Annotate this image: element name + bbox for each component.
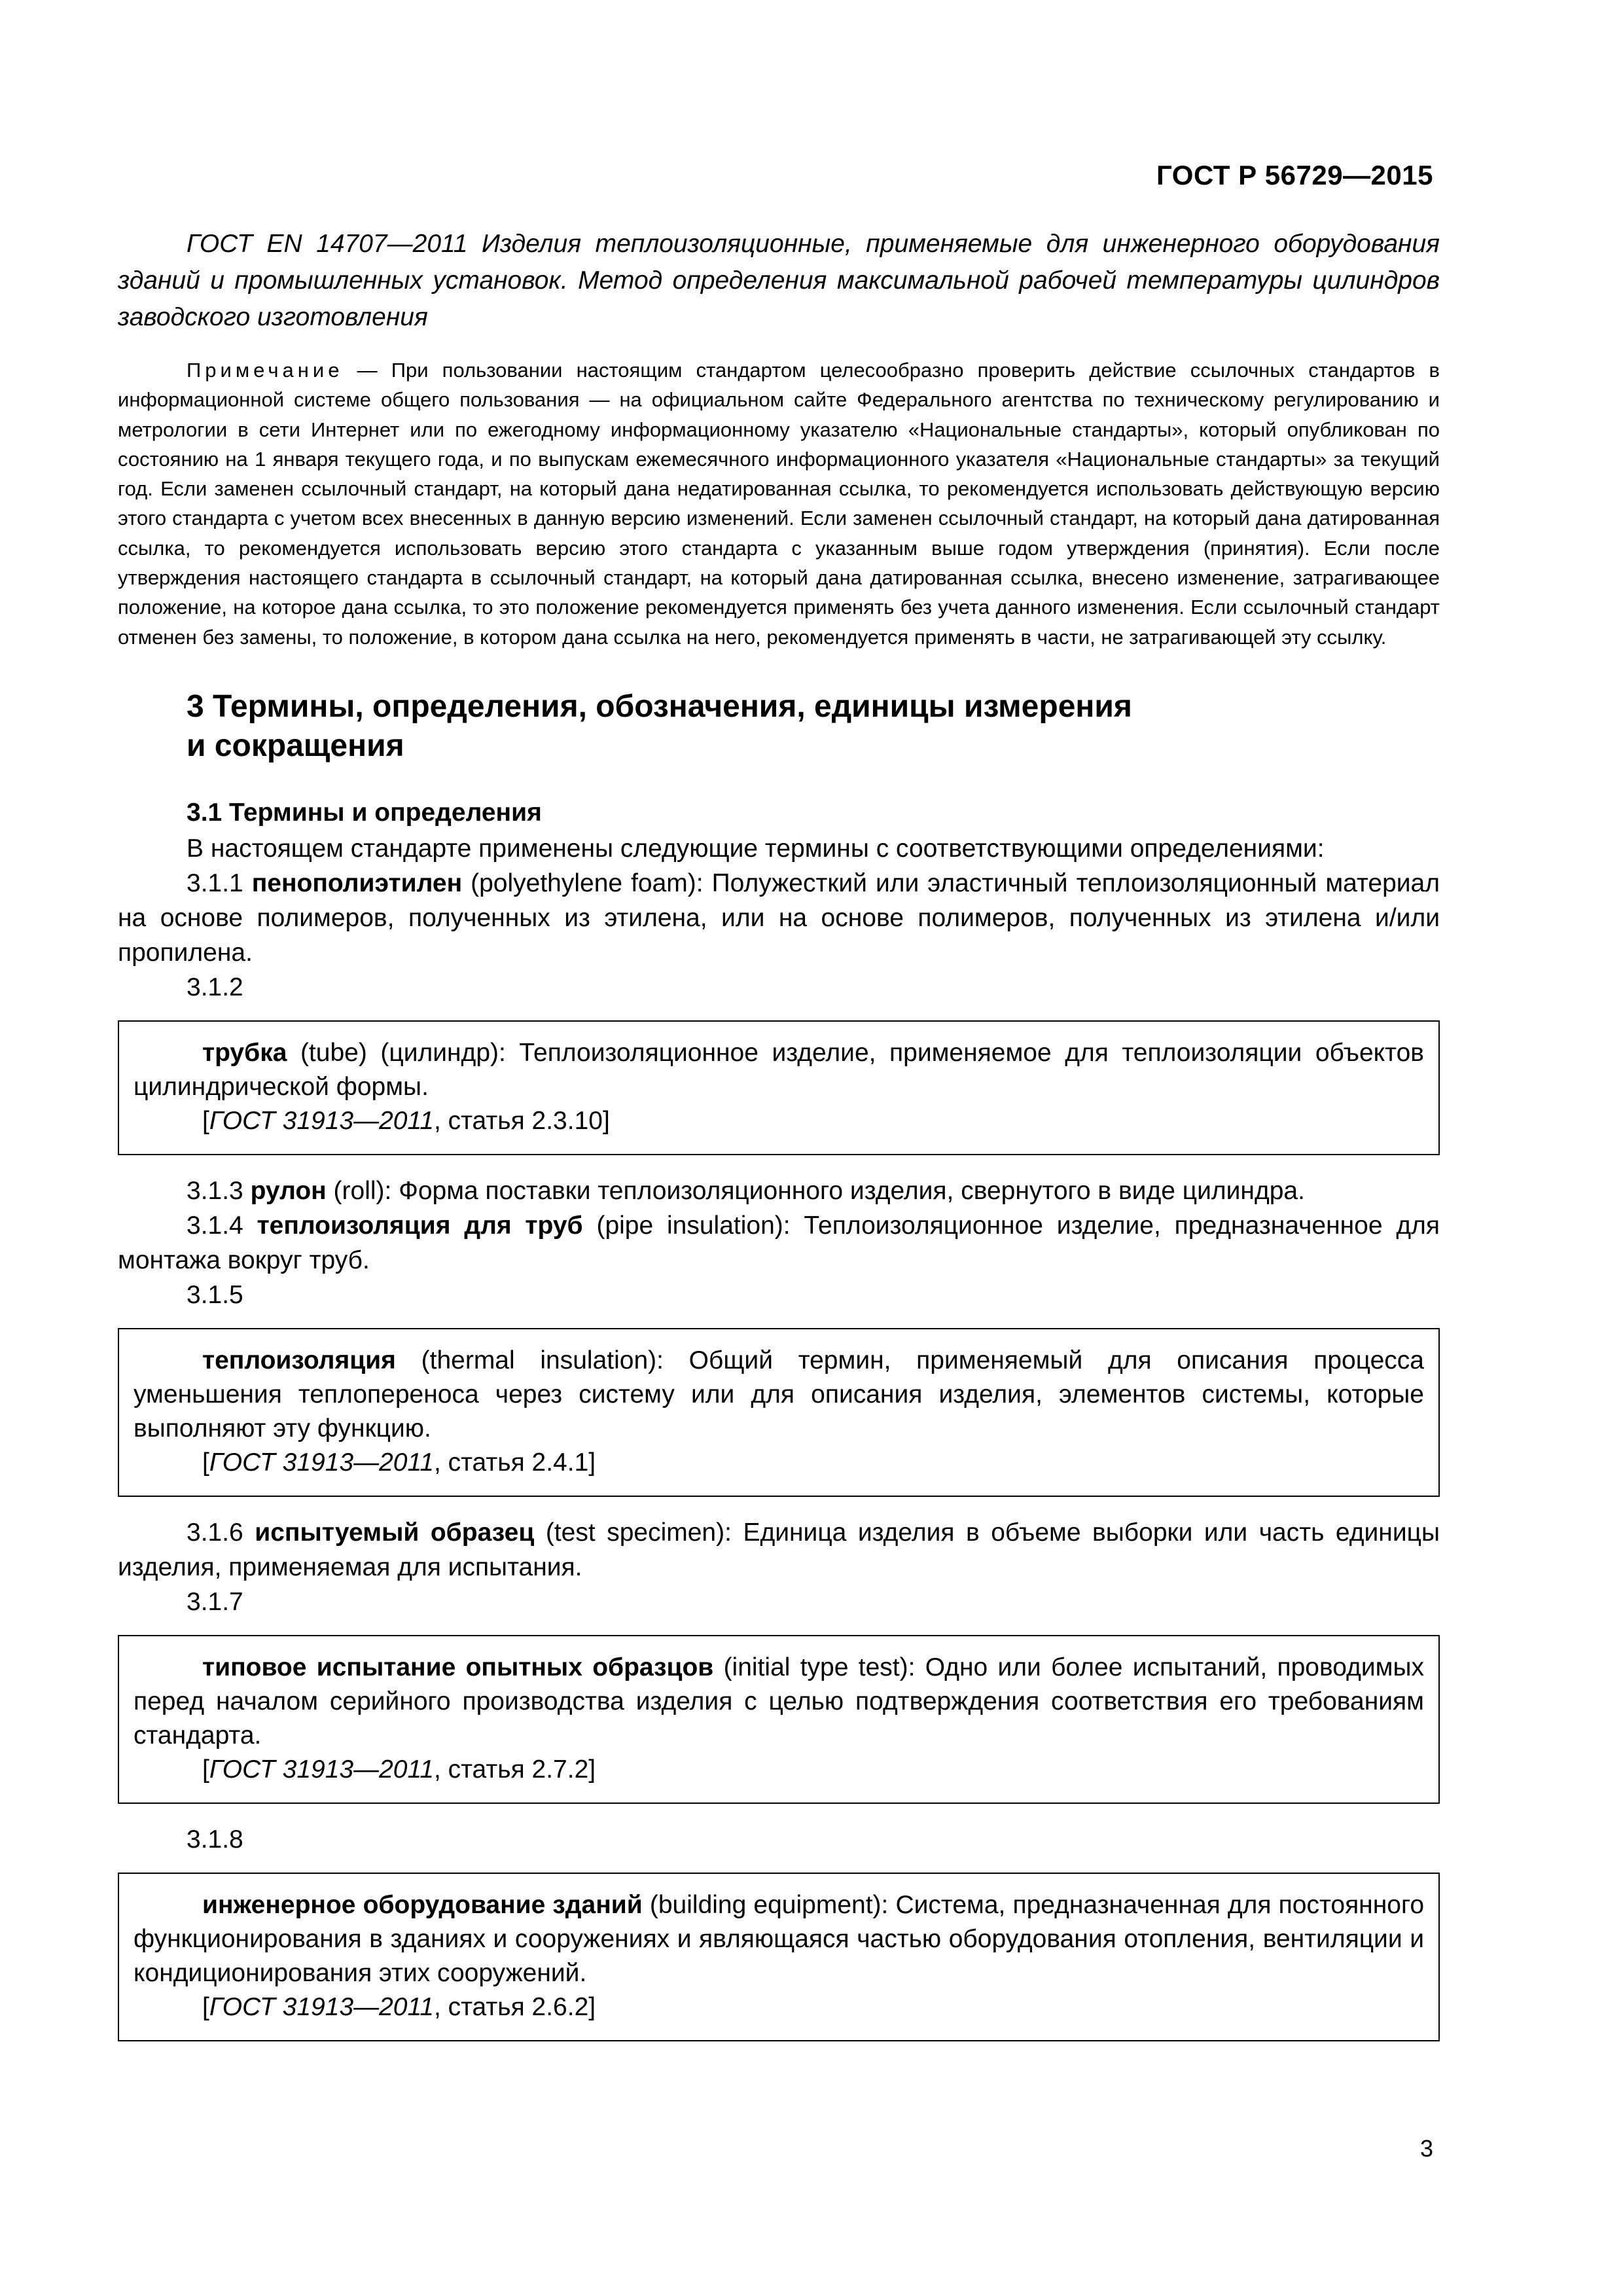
note-text: — При пользовании настоящим стандартом целесообразно проверить действие ссылочных стандартов в информационной системе общего пользования — на официальном сайте Федерального агентства по техническому регулированию и метрологии в сети Интернет или по ежегодному информационному указателю «Национальные стандарты», который опубликован по состоянию на 1 января текущего года, и по выпускам ежемесячного информационного указателя «Национальные стандарты» за текущий год. Если заменен ссылочный стандарт, на который дана недатированная ссылка, то рекомендуется использовать действующую версию этого стандарта с учетом всех внесенных в данную версию изменений. Если заменен ссылочный стандарт, на который дана датированная ссылка, то рекомендуется использовать версию этого стандарта с указанным выше годом утверждения (принятия). Если после утверждения настоящего стандарта в ссылочный стандарт, на который дана датированная ссылка, внесено изменение, затрагивающее положение, на которое дана ссылка, то это положение рекомендуется применять без учета данного изменения. Если ссылочный стандарт отменен без замены, то положение, в котором дана ссылка на него, рекомендуется применять в части, не затрагивающей эту ссылку. bbox=[118, 359, 1440, 649]
page-number: 3 bbox=[1419, 2135, 1433, 2162]
source-article: , статья 2.3.10] bbox=[433, 1106, 610, 1135]
source-standard: ГОСТ 31913—2011 bbox=[209, 1992, 434, 2021]
term-3-1-7 bbox=[134, 1651, 1424, 1753]
term-3-1-5 bbox=[134, 1344, 1424, 1446]
term-3-1-1 bbox=[118, 866, 1440, 970]
section-3-title-line1: 3 Термины, определения, обозначения, единицы измерения bbox=[187, 689, 1132, 724]
source-article: , статья 2.6.2] bbox=[433, 1992, 596, 2021]
document-code: ГОСТ Р 56729—2015 bbox=[1156, 160, 1433, 190]
term-3-1-3 bbox=[118, 1174, 1440, 1208]
source-bracket: [ bbox=[202, 1106, 209, 1135]
term-number: 3.1.1 bbox=[187, 869, 252, 897]
term-box-3-1-2 bbox=[118, 1020, 1440, 1155]
term-number: 3.1.3 bbox=[187, 1176, 251, 1205]
page-content bbox=[118, 226, 1440, 2060]
term-box-3-1-8 bbox=[118, 1873, 1440, 2041]
term-box-3-1-7 bbox=[118, 1635, 1440, 1804]
term-box-3-1-5 bbox=[118, 1328, 1440, 1497]
source-standard: ГОСТ 31913—2011 bbox=[209, 1106, 434, 1135]
term-number: 3.1.4 bbox=[187, 1211, 257, 1240]
term-name: инженерное оборудование зданий bbox=[202, 1890, 643, 1919]
term-number-3-1-2: 3.1.2 bbox=[187, 973, 243, 1001]
source-bracket: [ bbox=[202, 1992, 209, 2021]
source-bracket: [ bbox=[202, 1755, 209, 1784]
term-definition: (roll): Форма поставки теплоизоляционного изделия, свернутого в виде цилиндра. bbox=[326, 1176, 1305, 1205]
term-source bbox=[202, 1753, 1424, 1787]
term-definition: (polyethylene foam): Полужесткий или эластичный теплоизоляционный материал на основе полимеров, полученных из этилена, или на основе полимеров, полученных из этилена и/или пропилена. bbox=[118, 869, 1440, 967]
term-name: рулон bbox=[250, 1176, 327, 1205]
subsection-3-1-title: 3.1 Термины и определения bbox=[187, 798, 542, 827]
term-3-1-8 bbox=[134, 1888, 1424, 1990]
term-number: 3.1.6 bbox=[187, 1518, 255, 1547]
source-standard: ГОСТ 31913—2011 bbox=[209, 1448, 434, 1477]
section-3-title-line2: и сокращения bbox=[187, 728, 404, 763]
term-name: трубка bbox=[202, 1038, 287, 1067]
term-3-1-6 bbox=[118, 1515, 1440, 1585]
term-number-3-1-8: 3.1.8 bbox=[187, 1825, 243, 1854]
term-definition: (thermal insulation): Общий термин, применяемый для описания процесса уменьшения теплопереноса через систему или для описания изделия, элементов системы, которые выполняют эту функцию. bbox=[134, 1346, 1424, 1443]
term-definition: (tube) (цилиндр): Теплоизоляционное изделие, применяемое для теплоизоляции объектов цилиндрической формы. bbox=[134, 1038, 1424, 1101]
term-source bbox=[202, 1990, 1424, 2024]
term-definition: (building equipment): Система, предназначенная для постоянного функционирования в зданиях и сооружениях и являющаяся частью оборудования отопления, вентиляции и кондиционирования этих сооружений. bbox=[134, 1890, 1425, 1987]
term-name: испытуемый образец bbox=[255, 1518, 535, 1547]
term-source bbox=[202, 1104, 1424, 1138]
section-3-title bbox=[187, 687, 1440, 766]
term-number-3-1-7: 3.1.7 bbox=[187, 1587, 243, 1616]
term-source bbox=[202, 1446, 1424, 1480]
normative-reference: ГОСТ EN 14707—2011 Изделия теплоизоляционные, применяемые для инженерного оборудования зданий и промышленных установок. Метод определения максимальной рабочей температуры цилиндров заводского изготовления bbox=[118, 230, 1440, 331]
term-definition: (initial type test): Одно или более испытаний, проводимых перед началом серийного производства изделия с целью подтверждения соответствия его требованиям стандарта. bbox=[134, 1653, 1424, 1749]
term-name: теплоизоляция bbox=[202, 1346, 396, 1374]
term-name: типовое испытание опытных образцов bbox=[202, 1653, 714, 1681]
source-article: , статья 2.7.2] bbox=[433, 1755, 596, 1784]
term-definition: (pipe insulation): Теплоизоляционное изделие, предназначенное для монтажа вокруг труб. bbox=[118, 1211, 1440, 1274]
source-bracket: [ bbox=[202, 1448, 209, 1477]
term-number-3-1-5: 3.1.5 bbox=[187, 1280, 243, 1309]
term-definition: (test specimen): Единица изделия в объеме выборки или часть единицы изделия, применяемая для испытания. bbox=[118, 1518, 1440, 1581]
terms-intro: В настоящем стандарте применены следующие термины с соответствующими определениями: bbox=[187, 834, 1325, 863]
term-3-1-4 bbox=[118, 1208, 1440, 1278]
note-label: Примечание bbox=[187, 359, 344, 382]
note-paragraph bbox=[118, 355, 1440, 652]
term-name: теплоизоляция для труб bbox=[257, 1211, 583, 1240]
source-standard: ГОСТ 31913—2011 bbox=[209, 1755, 434, 1784]
source-article: , статья 2.4.1] bbox=[433, 1448, 596, 1477]
term-name: пенополиэтилен bbox=[251, 869, 463, 897]
term-3-1-2 bbox=[134, 1036, 1424, 1104]
